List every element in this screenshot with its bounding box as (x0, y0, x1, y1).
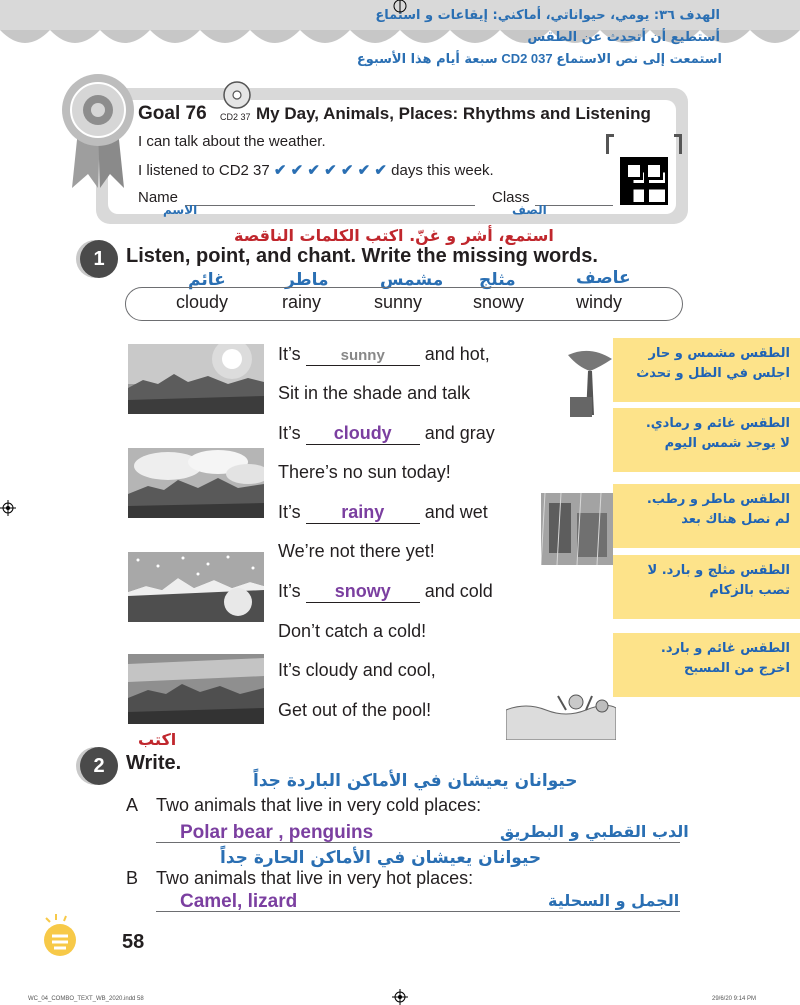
note-cloudy-line-1: الطقس غائم و رمادي. (645, 416, 790, 431)
chant-line-10: Get out of the pool! (278, 700, 432, 720)
ex2-a-answer: Polar bear , penguins (180, 822, 374, 843)
publisher-logo-icon (40, 912, 80, 960)
answer-3: rainy (341, 502, 385, 522)
answer-blank-2[interactable] (306, 423, 420, 445)
qr-code-icon[interactable] (620, 157, 668, 205)
name-field[interactable] (185, 205, 475, 206)
word-snowy: snowy (473, 292, 525, 312)
rainy-city-image (541, 493, 613, 565)
chant-line-3 (278, 423, 495, 445)
cloudy-cool-city-image (128, 654, 264, 724)
cloudy-city-image (128, 448, 264, 518)
goal-title: My Day, Animals, Places: Rhythms and Listening (256, 104, 651, 123)
ex2-title: Write. (126, 752, 182, 774)
class-label-ar: الصف (512, 203, 547, 217)
ar-listened-prefix: استمعت إلى نص الاستماع (556, 52, 722, 67)
check-icon[interactable]: ✔ (374, 162, 387, 179)
word-ar-snowy: مثلج (479, 270, 516, 290)
chant-line-4: There’s no sun today! (278, 462, 451, 482)
name-label-ar: الاسم (163, 203, 198, 217)
answer-blank-1[interactable] (306, 344, 420, 366)
note-snowy-line-1: الطقس مثلج و بارد. لا (647, 563, 790, 578)
qr-bracket-left (606, 134, 614, 154)
chant-line-1 (278, 344, 490, 366)
ar-can-header: أستطيع أن أتحدث عن الطقس (527, 30, 720, 45)
chant-line-7-pre: It’s (278, 581, 301, 601)
goal-listened-row (138, 161, 494, 179)
slug-right: 29/6/20 9:14 PM (712, 996, 757, 1002)
page-number: 58 (122, 931, 145, 953)
ar-goal-header: الهدف ٣٦: يومي، حيواناتي، أماكني: إيقاعات و استماع (375, 8, 720, 23)
chant-line-2: Sit in the shade and talk (278, 383, 471, 403)
check-icon[interactable]: ✔ (307, 162, 320, 179)
goal-cd-label: CD2 37 (220, 112, 251, 122)
ex2-b-answer: Camel, lizard (180, 891, 298, 912)
answer-blank-3[interactable] (306, 502, 420, 524)
answer-4: snowy (334, 581, 391, 601)
check-icon[interactable]: ✔ (340, 162, 354, 179)
word-ar-sunny: مشمس (380, 270, 444, 290)
ex2-a-answer-ar: الدب القطبي و البطريق (500, 822, 689, 841)
note-snowy-line-2: تصب بالزكام (709, 583, 790, 598)
pool-swimmers-image (506, 680, 616, 740)
word-ar-cloudy: غائم (188, 270, 226, 290)
note-sunny-line-2: اجلس في الظل و تحدث (636, 366, 790, 381)
note-sunny-line-1: الطقس مشمس و حار (648, 346, 790, 361)
goal-label: Goal 76 (138, 103, 207, 124)
snowy-city-image (128, 552, 264, 622)
goal-can-text: I can talk about the weather. (138, 133, 326, 150)
word-windy: windy (576, 292, 623, 312)
note-rainy-line-2: لم نصل هناك بعد (681, 512, 790, 527)
ex1-number: 1 (80, 240, 118, 278)
chant-line-1-post: and hot, (424, 344, 490, 364)
note-cool-line-1: الطقس غائم و بارد. (660, 641, 790, 656)
note-cloudy-line-2: لا يوجد شمس اليوم (664, 436, 790, 451)
ex2-b-letter: B (126, 868, 139, 888)
check-icon[interactable]: ✔ (357, 162, 371, 179)
chant-line-6: We’re not there yet! (278, 541, 435, 561)
sunny-city-image (128, 344, 264, 414)
goal-listened-prefix: I listened to CD2 37 (138, 162, 270, 179)
ex2-a-question: Two animals that live in very cold places: (156, 795, 482, 815)
ex2-ar-instruction: اكتب (138, 730, 177, 749)
chant-line-7 (278, 581, 493, 603)
chant-line-1-pre: It’s (278, 344, 301, 364)
answer-1: sunny (340, 347, 385, 364)
answer-2: cloudy (333, 423, 392, 443)
class-label: Class (492, 189, 530, 206)
answer-blank-4[interactable] (306, 581, 420, 603)
chant-line-8: Don’t catch a cold! (278, 621, 427, 641)
chant-line-5-pre: It’s (278, 502, 301, 522)
registration-mark-icon (392, 989, 408, 1005)
ex2-a-letter: A (126, 795, 139, 815)
note-rainy-line-1: الطقس ماطر و رطب. (646, 492, 790, 507)
chant-line-7-post: and cold (424, 581, 493, 601)
registration-mark-icon (0, 500, 16, 516)
note-rainy (613, 484, 800, 548)
ar-cd: CD2 037 (501, 51, 553, 66)
ex1-title: Listen, point, and chant. Write the missing words. (126, 245, 598, 267)
check-icon[interactable]: ✔ (290, 162, 304, 179)
goal-listened-suffix: days this week. (391, 162, 494, 179)
note-cool-line-2: اخرج من المسبح (683, 661, 790, 676)
ex2-a-ar: حيوانان يعيشان في الأماكن الباردة جداً (253, 771, 578, 791)
ar-days: سبعة أيام هذا الأسبوع (356, 52, 498, 67)
ar-listened-header (330, 51, 722, 67)
check-icon[interactable]: ✔ (324, 162, 337, 179)
chant-line-3-pre: It’s (278, 423, 301, 443)
check-icon[interactable]: ✔ (273, 162, 287, 179)
chant-line-5-post: and wet (424, 502, 488, 522)
chant-line-5 (278, 502, 488, 524)
word-rainy: rainy (282, 292, 322, 312)
ex2-b-question: Two animals that live in very hot places: (156, 868, 474, 888)
ex2-b-answer-ar: الجمل و السحلية (548, 891, 680, 910)
badge-icon (58, 70, 138, 190)
chant-line-3-post: and gray (424, 423, 495, 443)
word-ar-rainy: ماطر (285, 270, 329, 290)
word-cloudy: cloudy (176, 292, 229, 312)
ex1-ar-instruction: استمع، أشر و غنّ. اكتب الكلمات الناقصة (234, 226, 554, 245)
ex2-b-ar: حيوانان يعيشان في الأماكن الحارة جداً (220, 848, 542, 868)
ex2-number: 2 (80, 747, 118, 785)
cd-icon (222, 80, 252, 110)
chant-line-9: It’s cloudy and cool, (278, 660, 436, 680)
word-ar-windy: عاصف (576, 268, 631, 288)
note-cool (613, 633, 800, 697)
windy-tree-image (560, 345, 620, 420)
qr-bracket-right (674, 134, 682, 154)
note-snowy (613, 555, 800, 619)
note-cloudy (613, 408, 800, 472)
name-label: Name (138, 189, 179, 206)
word-sunny: sunny (374, 292, 423, 312)
slug-left: WC_04_COMBO_TEXT_WB_2020.indd 58 (28, 996, 144, 1002)
note-sunny (613, 338, 800, 402)
